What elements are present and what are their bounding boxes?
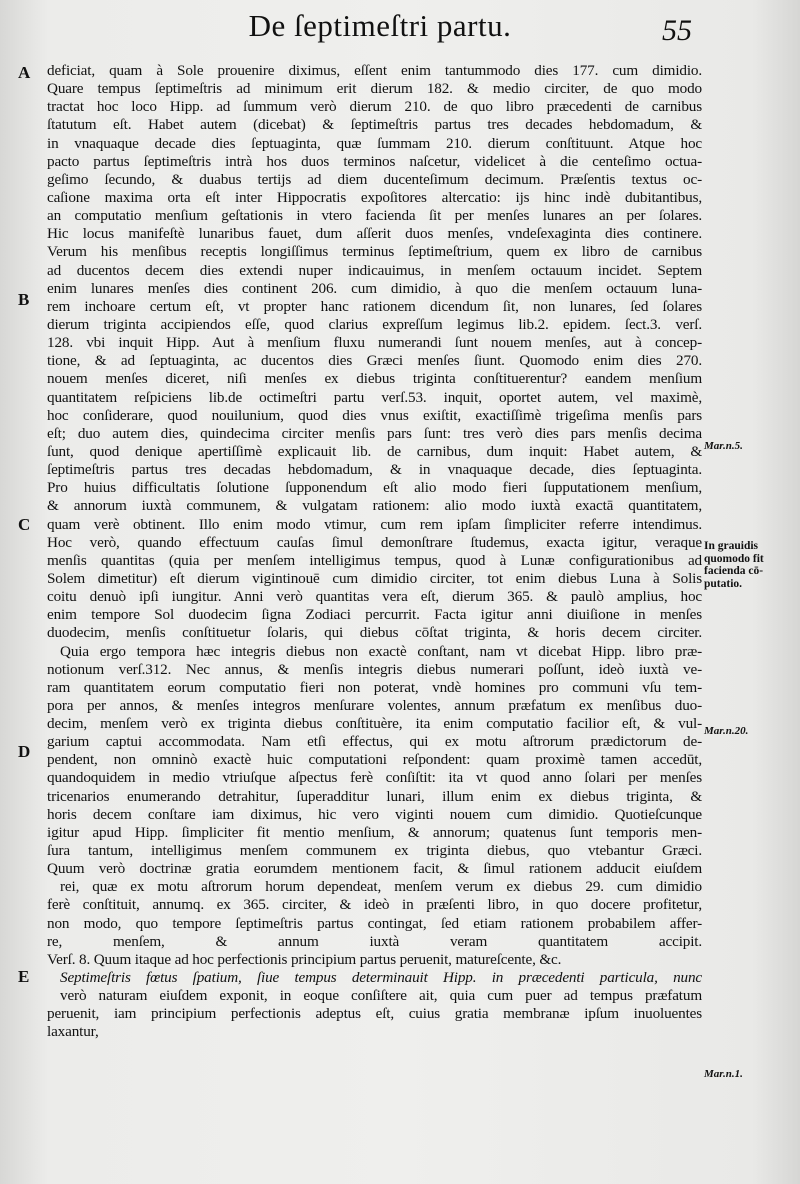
margin-letter-e: E [18, 967, 30, 986]
text-line: enim lunares menſes dies continent 206. cum dimidio, à quo die menſem octauum luna- [47, 279, 702, 297]
text-line: in vnaquaque decade dies ſeptuaginta, quæ ſummam 210. dierum conſtituunt. Atque hoc [47, 134, 702, 152]
text-line: Solem dimetitur) eſt dierum vigintinouē cum dimidio circiter, tot enim diebus Luna à Solis [47, 569, 702, 587]
text-line: Verum his menſibus receptis longiſſimus terminus ſeptimeſtrium, quem ex libro de carnibus [47, 243, 702, 261]
margin-note-mar-n5: Mar.n.5. [704, 440, 743, 452]
text-line: Pro huius difficultatis ſolutione ſupponendum eſt alio modo fieri ſupputationem menſium, [47, 479, 702, 497]
text-line: eſt; duo autem dies, quindecima circiter menſis pars ſunt: tres verò dies pars menſis decima [47, 424, 702, 442]
text-line: rei, quæ ex motu aſtrorum horum dependeat, menſem verum ex diebus 29. cum dimidio [60, 878, 702, 896]
text-line: geſimo ſecundo, & duabus tertijs ad diem ducenteſimum decimum. Præſentis textus oc- [47, 170, 702, 188]
text-line: dierum triginta accipiendos eſſe, quod clarius expreſſum legimus lib.2. epidem. ſect.3. verſ. [47, 315, 702, 333]
margin-note-line: In grauidis [704, 540, 759, 552]
text-line: quam verè obtinent. Illo enim modo vtimur, cum rem ipſam ſimpliciter referre intendimus. [47, 515, 702, 533]
text-line: ad ducentos decem dies extendi nuper indicauimus, in menſem octauum incidet. Septem [47, 261, 702, 279]
text-line: duodecim, menſis conſtituetur ſolaris, qui diebus cōſtat triginta, & horis decem circiter. [47, 624, 702, 642]
text-line: an computatio menſium geſtationis in vtero facienda ſit per menſes lunares an per ſolares. [47, 207, 702, 225]
text-line: notionum verſ.312. Nec annus, & menſis integris diebus numerari poſſunt, ideò iuxtà ve- [47, 660, 702, 678]
text-line: hoc conſiderare, quod nouilunium, quod dies vnus exiſtit, exactiſſimè trigeſima menſis pars [47, 406, 702, 424]
text-line: coitu denuò ipſi iungitur. Anni verò quantitas vera eſt, dierum 365. & paulò amplius, hoc [47, 588, 702, 606]
text-line: horis decem conſtare iam diximus, hic vero viginti nouem cum dimidio. Quotieſcunque [47, 805, 702, 823]
text-line: peruenit, iam principium perfectionis adeptus eſt, cuius gratia membranæ ipſum inuoluentes [47, 1005, 702, 1023]
text-line: pora per annos, & menſes integros menſurare volentes, annum præfatum ex menſibus duo- [47, 696, 702, 714]
text-line: ferè conſtituit, annumq. ex 365. circiter, & ideò in præſenti libro, in quo docere profitetur, [47, 896, 702, 914]
text-line: tractat hoc loco Hipp. ad ſummum verò dierum 210. de quo libro præcedenti de carnibus [47, 98, 702, 116]
text-line: quandoquidem in medio vtriuſque aſpectus ferè conſiſtit: ita vt quod anno ſolari per menſes [47, 769, 702, 787]
text-line: caſione maxima orta eſt inter Hippocratis expoſitores altercatio: ijs hinc indè dubitantibus, [47, 188, 702, 206]
text-line: 128. vbi inquit Hipp. Aut à menſium fluxu numerandi ſunt nouem menſes, aut à concep- [47, 334, 702, 352]
text-line: nouem menſes diceret, niſi menſes ex diebus triginta conſtituerentur? eandem menſium [47, 370, 702, 388]
text-line: ſura tantum, intelligimus menſem communem ex triginta diebus, quo vtebantur Græci. [47, 842, 702, 860]
margin-letter-a: A [18, 63, 31, 82]
text-line: re, menſem, & annum iuxtà veram quantitatem accipit. [47, 932, 702, 950]
catchword [47, 1042, 702, 1060]
text-line: ſunt, quod denique apertiſſimè explicauit lib. de carnibus, dum inquit: Habet autem, & [47, 442, 702, 460]
margin-note-mar-n20: Mar.n.20. [704, 725, 749, 737]
page-number: 55 [662, 14, 692, 47]
text-line: laxantur, [47, 1023, 99, 1041]
text-line: decim, menſem verò ex triginta diebus conſtituère, ita enim computatio facilior eſt, & vul- [47, 715, 702, 733]
margin-letter-c: C [18, 515, 31, 534]
text-line: ram quantitatem eorum computatio fieri non poterat, vndè homines pro communi vſu tem- [47, 678, 702, 696]
margin-note-mar-n1: Mar.n.1. [704, 1068, 743, 1080]
text-line: Quum verò doctrinæ gratia eorumdem mentionem facit, & ſimul rationem adducit eiuſdem [47, 860, 702, 878]
text-line: non modo, quo tempore ſeptimeſtris partus contingat, ſed etiam rationem probabilem affer- [47, 914, 702, 932]
text-line: Quia ergo tempora hæc integris diebus non exactè conſtant, nam vt dicebat Hipp. libro præ- [60, 642, 702, 660]
text-line: Hic locus manifeſtè lunaribus fauet, dum aſſerit duos menſes, vndeſexaginta dies continere. [47, 225, 702, 243]
text-line: menſis quantitas (quia per menſem intelligimus tempus, quod à Lunæ configurationibus ad [47, 551, 702, 569]
text-line: deficiat, quam à Sole prouenire diximus, eſſent enim tantummodo dies 177. cum dimidio. [47, 62, 702, 79]
margin-note-line: putatio. [704, 577, 743, 590]
text-line: Hoc verò, quando effectuum cauſas ſimul demonſtrare ſtudemus, exacta igitur, veraque [47, 533, 702, 551]
text-line: tione, & ad ſeptuaginta, ac ducentos dies Græci menſes ſiunt. Quomodo enim dies 270. [47, 352, 702, 370]
text-line: pendent, non omninò exactè huic computationi reſpondent: quam proximè tamen accedūt, [47, 751, 702, 769]
text-line: tricenarios enumerando detrahitur, ſuperadditur lunari, illum enim ex diebus triginta, & [47, 787, 702, 805]
margin-letter-b: B [18, 290, 30, 309]
main-text-block [47, 62, 702, 1060]
margin-note-line: quomodo fit [704, 552, 764, 565]
text-line: Verſ. 8. Quum itaque ad hoc perfectionis principium partus peruenit, matureſcente, &c. [47, 950, 562, 968]
margin-letter-d: D [18, 742, 31, 761]
text-line: garium captui accommodata. Nam etſi effectus, qui ex motu aſtrorum prædictorum de- [47, 733, 702, 751]
text-line: verò naturam eiuſdem exponit, in eoque conſiſtere ait, quia cum puer ad tempus præfatum [60, 987, 702, 1005]
text-line: Quare tempus ſeptimeſtris ad minimum erit dierum 182. & medio circiter, de quo modo [47, 80, 702, 98]
page-title: De ſeptimeſtri partu. [248, 8, 512, 43]
text-line: & annorum iuxtà communem, & vulgatam rationem: alio modo iuxtà exactā quantitatem, [47, 497, 702, 515]
text-line: igitur apud Hipp. ſimpliciter fit mentio menſium, & annorum; quatenus ſunt temporis men- [47, 823, 702, 841]
text-line: enim tempore Sol duodecim ſigna Zodiaci percurrit. Facta igitur anni diuiſione in menſes [47, 606, 702, 624]
margin-note-line: facienda cō- [704, 565, 764, 577]
text-line: rem inchoare certum eſt, vt propter hanc rationem dicendum ſit, non lunares, ſed ſolares [47, 297, 702, 315]
text-line: ſtatutum eſt. Habet autem (dicebat) & ſeptimeſtris partus tres decades hebdomadum, & [47, 116, 702, 134]
text-line: quantitatem reſpiciens lib.de octimeſtri partu verſ.53. inquit, oportet autem, vel maximè, [47, 388, 702, 406]
text-line: ſeptimeſtris partus tres decadas hebdomadum, & in vnaquaque decade, dies ſeptuaginta. [47, 461, 702, 479]
text-line: pacto partus ſeptimeſtris intrà hos duos terminos naſcetur, videlicet à die centeſimo octua- [47, 152, 702, 170]
margin-note-in-gravidis [704, 540, 794, 590]
verse-heading: Septimeſtris fœtus ſpatium, ſiue tempus determinauit Hipp. in præcedenti particula, nunc [60, 969, 702, 987]
